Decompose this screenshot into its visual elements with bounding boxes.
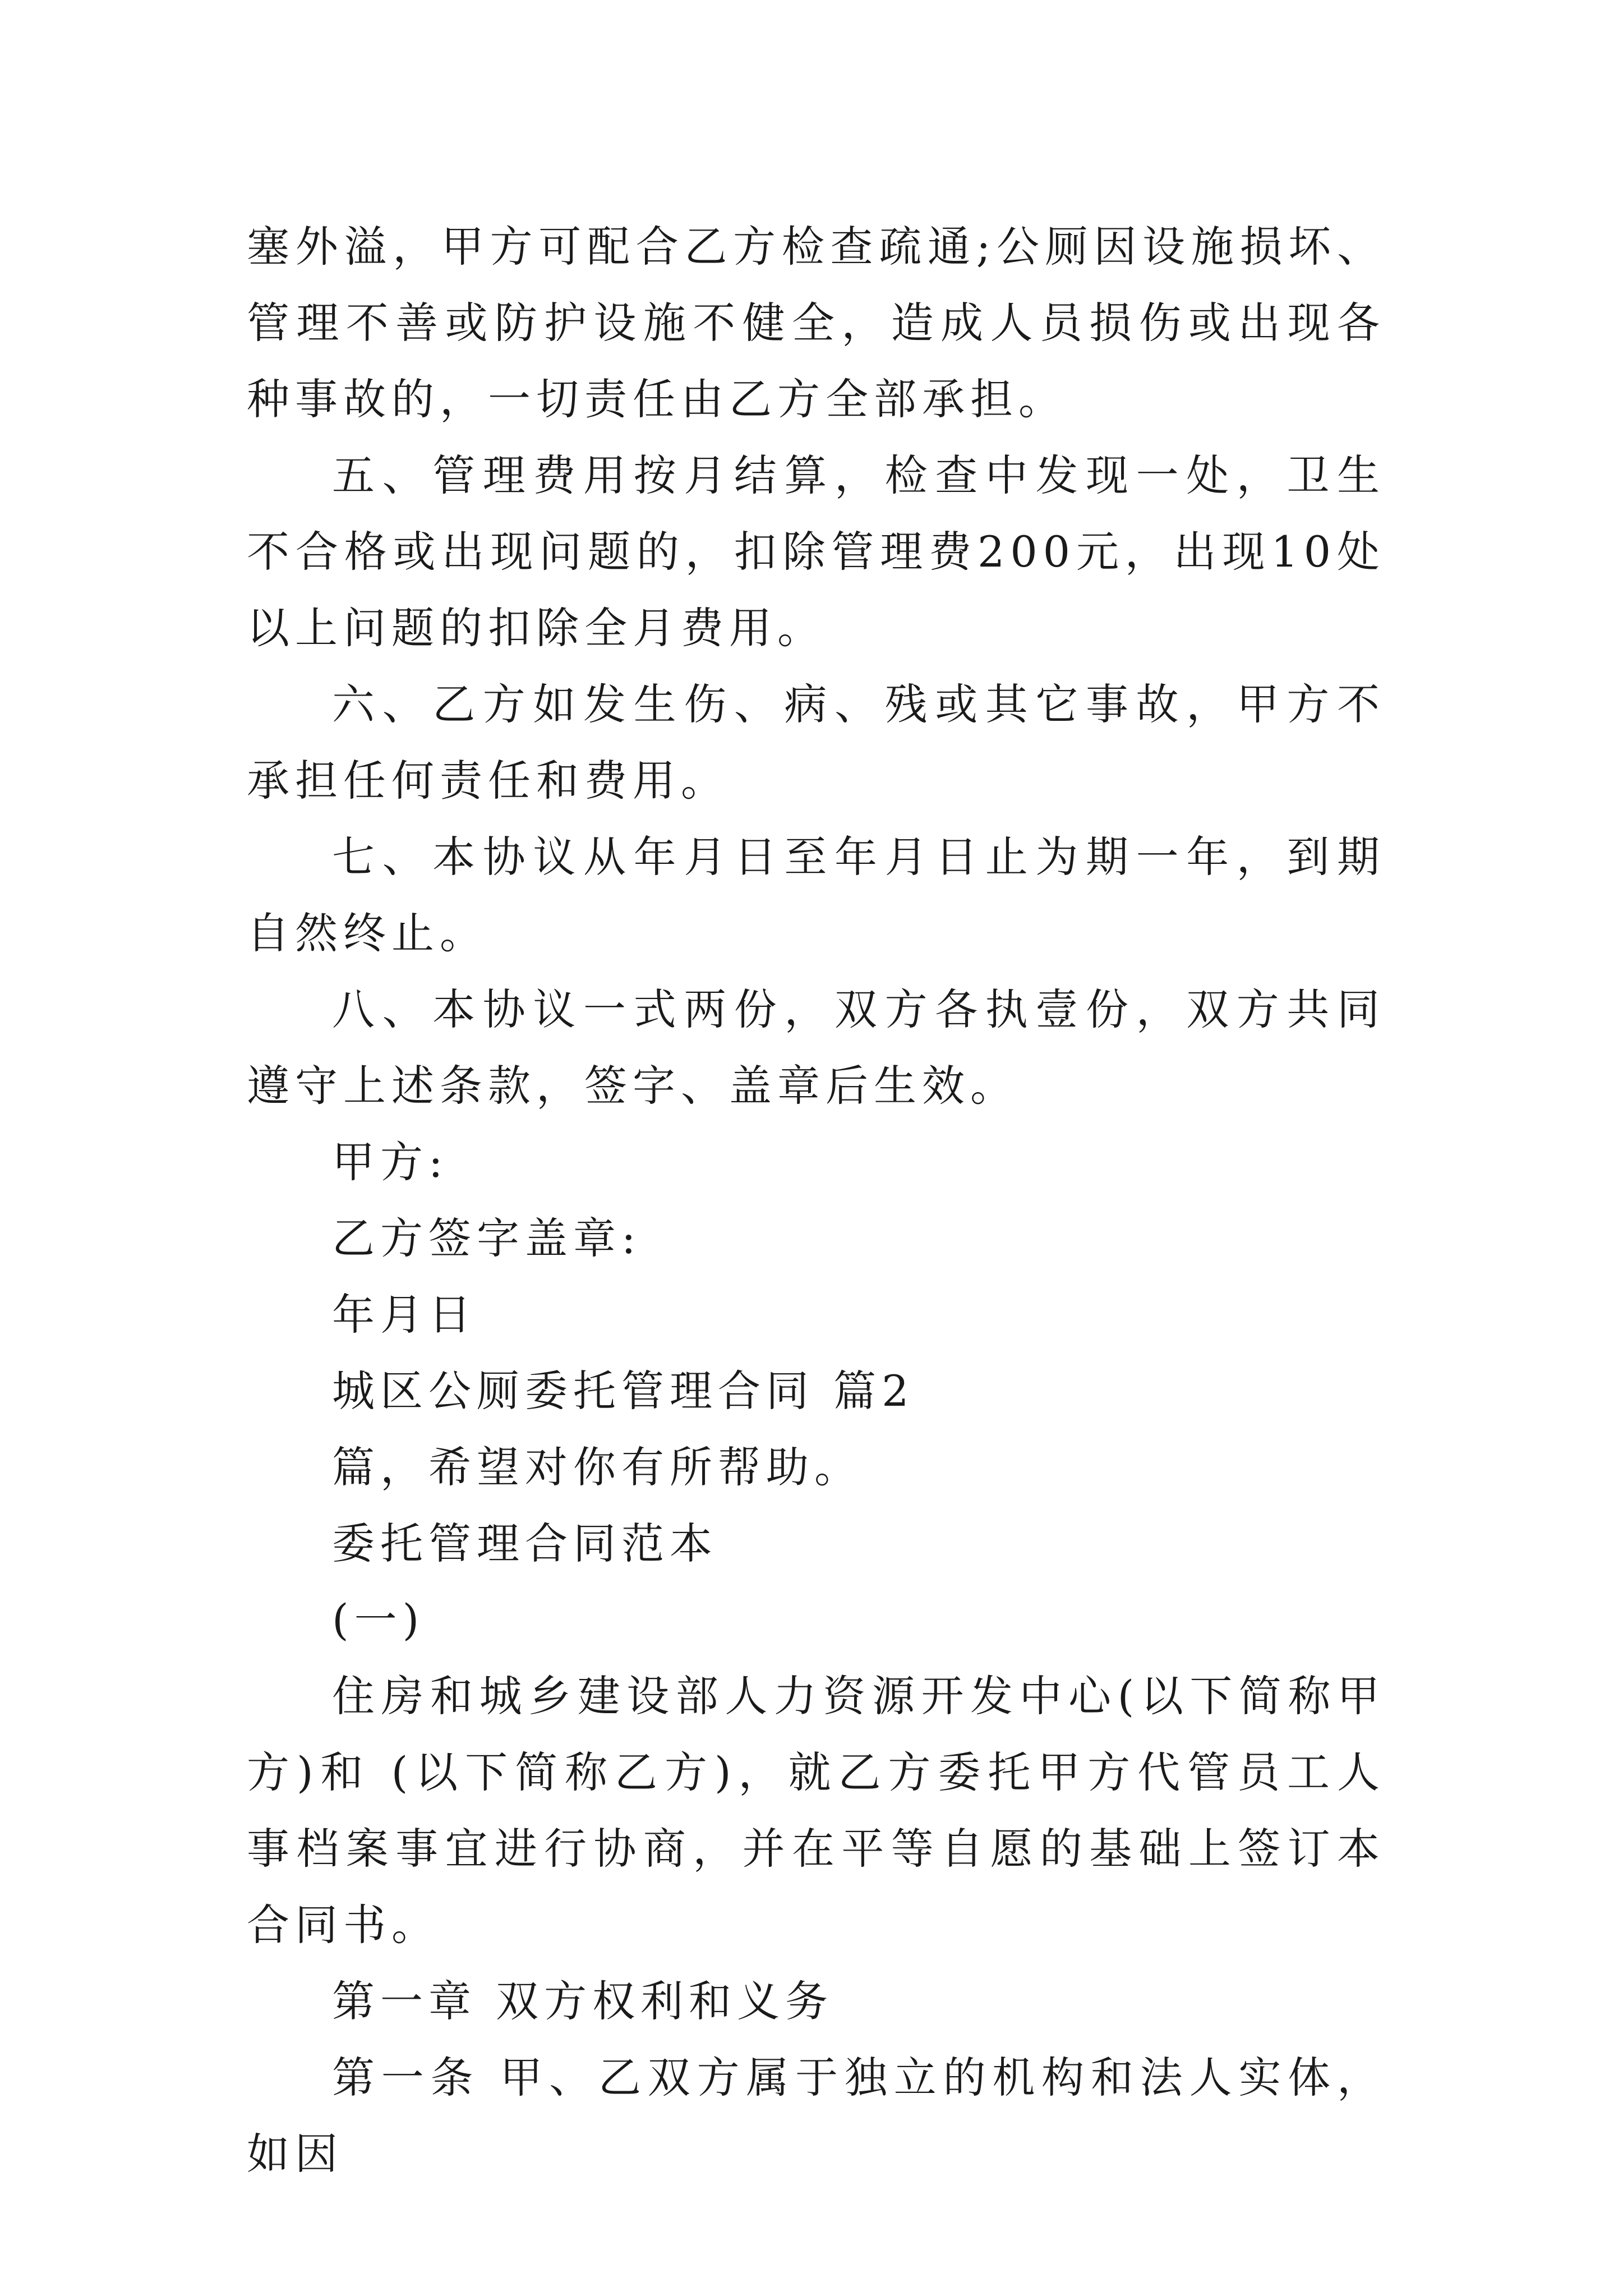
template-number: (一) [332, 1595, 425, 1645]
section-heading-2: 城区公厕委托管理合同 篇2 [332, 1366, 915, 1416]
paragraph-clause-7: 七、本协议从年月日至年月日止为期一年，到期自然终止。 [247, 832, 1385, 958]
paragraph-clause-6: 六、乙方如发生伤、病、残或其它事故，甲方不承担任何责任和费用。 [247, 679, 1385, 806]
paragraph-parties: 住房和城乡建设部人力资源开发中心(以下简称甲方)和 (以下简称乙方)，就乙方委托甲方代管员工人事档案事宜进行协商，并在平等自愿的基础上签订本合同书。 [247, 1671, 1385, 1950]
paragraph-continuation: 塞外溢，甲方可配合乙方检查疏通;公厕因设施损坏、管理不善或防护设施不健全，造成人员损伤或出现各种事故的，一切责任由乙方全部承担。 [247, 222, 1385, 424]
document-body [247, 209, 1385, 2192]
paragraph-clause-8: 八、本协议一式两份，双方各执壹份，双方共同遵守上述条款，签字、盖章后生效。 [247, 984, 1385, 1111]
party-b-signature-line: 乙方签字盖章: [332, 1213, 642, 1263]
paragraph-intro: 篇，希望对你有所帮助。 [332, 1442, 863, 1492]
party-a-line: 甲方: [332, 1137, 449, 1187]
paragraph-clause-5: 五、管理费用按月结算，检查中发现一处，卫生不合格或出现问题的，扣除管理费200元，出现10处以上问题的扣除全月费用。 [247, 450, 1385, 653]
article-1: 第一条 甲、乙双方属于独立的机构和法人实体，如因 [247, 2053, 1385, 2179]
chapter-heading-1: 第一章 双方权利和义务 [332, 1976, 834, 2026]
template-title: 委托管理合同范本 [332, 1519, 718, 1568]
date-line: 年月日 [332, 1290, 477, 1340]
